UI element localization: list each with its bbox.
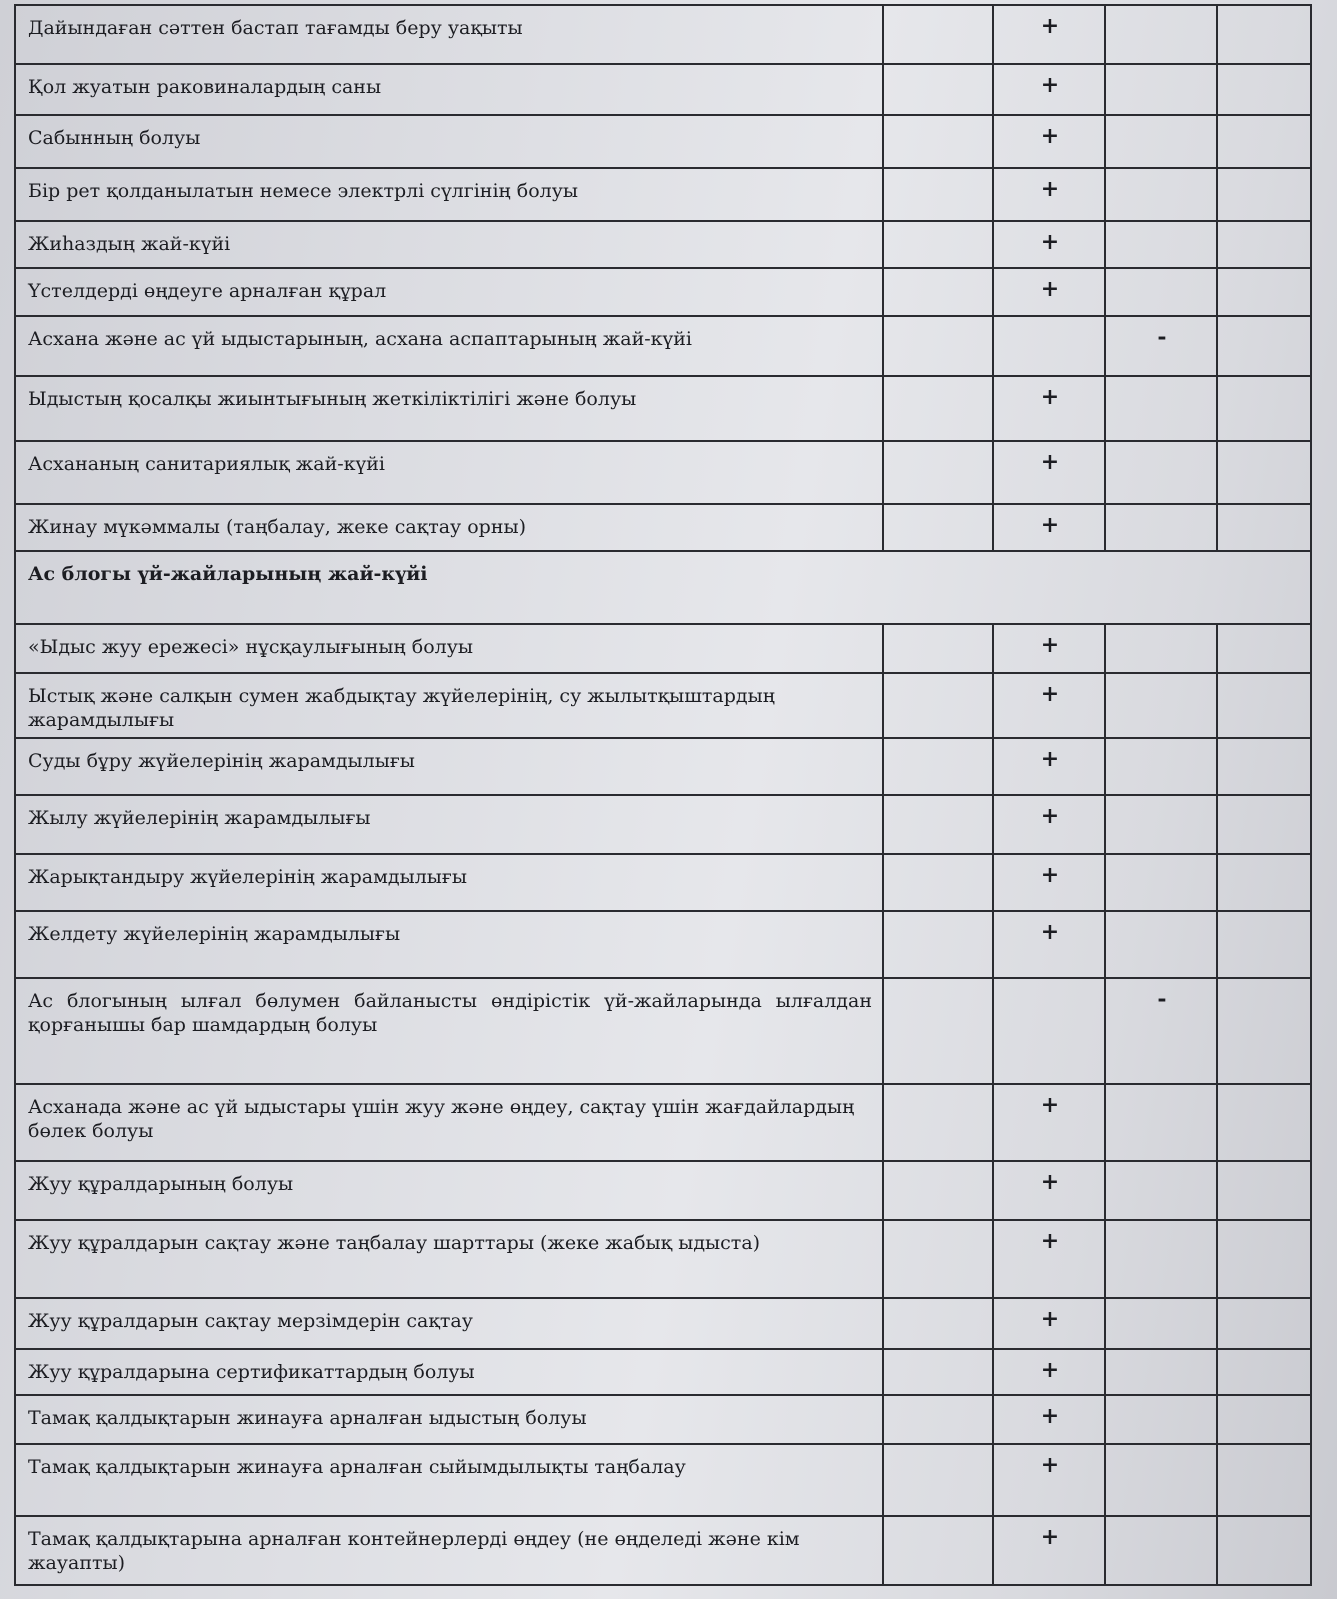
- criterion-label: Асханада және ас үй ыдыстары үшін жуу және өңдеу, сақтау үшін жағдайлардың бөлек болуы: [15, 1084, 883, 1161]
- criterion-label: Ыдыстың қосалқы жиынтығының жеткіліктілігі және болуы: [15, 376, 883, 441]
- mark-cell-c4: [1105, 1516, 1217, 1585]
- mark-cell-c4: [1105, 5, 1217, 64]
- criterion-label: Жиһаздың жай-күйі: [15, 221, 883, 268]
- mark-cell-c3: +: [993, 504, 1105, 551]
- table-row: [15, 1298, 1311, 1349]
- mark-cell-c4: [1105, 64, 1217, 115]
- criterion-label: Суды бұру жүйелерінің жарамдылығы: [15, 738, 883, 795]
- mark-cell-c5: [1217, 168, 1311, 221]
- table-row: [15, 504, 1311, 551]
- mark-cell-c4: -: [1105, 978, 1217, 1084]
- table-row: [15, 854, 1311, 911]
- criterion-label: Асхана және ас үй ыдыстарының, асхана аспаптарының жай-күйі: [15, 316, 883, 375]
- table-row: [15, 1349, 1311, 1396]
- mark-cell-c4: [1105, 1444, 1217, 1515]
- criterion-label: Жылу жүйелерінің жарамдылығы: [15, 795, 883, 854]
- mark-cell-c3: +: [993, 1084, 1105, 1161]
- table-row: [15, 795, 1311, 854]
- mark-cell-c5: [1217, 1516, 1311, 1585]
- mark-cell-c2: [883, 1220, 993, 1297]
- mark-cell-c3: +: [993, 168, 1105, 221]
- table-row: [15, 441, 1311, 504]
- mark-cell-c5: [1217, 1161, 1311, 1220]
- mark-cell-c3: +: [993, 1220, 1105, 1297]
- mark-cell-c2: [883, 978, 993, 1084]
- mark-cell-c2: [883, 115, 993, 168]
- mark-cell-c3: +: [993, 911, 1105, 978]
- mark-cell-c2: [883, 268, 993, 317]
- table-body: [15, 5, 1311, 1585]
- mark-cell-c3: +: [993, 221, 1105, 268]
- mark-cell-c3: +: [993, 738, 1105, 795]
- mark-cell-c2: [883, 316, 993, 375]
- mark-cell-c4: [1105, 738, 1217, 795]
- table-row: [15, 1161, 1311, 1220]
- mark-cell-c2: [883, 624, 993, 673]
- mark-cell-c5: [1217, 1298, 1311, 1349]
- mark-cell-c4: [1105, 221, 1217, 268]
- mark-cell-c2: [883, 911, 993, 978]
- mark-cell-c5: [1217, 316, 1311, 375]
- criterion-label: Жуу құралдарын сақтау мерзімдерін сақтау: [15, 1298, 883, 1349]
- table-row: [15, 168, 1311, 221]
- table-row: [15, 221, 1311, 268]
- mark-cell-c4: [1105, 1220, 1217, 1297]
- mark-cell-c5: [1217, 1444, 1311, 1515]
- mark-cell-c2: [883, 1516, 993, 1585]
- mark-cell-c3: [993, 978, 1105, 1084]
- mark-cell-c2: [883, 64, 993, 115]
- criterion-label: Ас блогының ылғал бөлумен байланысты өндірістік үй-жайларында ылғалдан қорғанышы бар шамдардың болуы: [15, 978, 883, 1084]
- table-row: [15, 1220, 1311, 1297]
- criterion-label: Тамақ қалдықтарына арналған контейнерлерді өңдеу (не өңделеді және кім жауапты): [15, 1516, 883, 1585]
- mark-cell-c2: [883, 738, 993, 795]
- mark-cell-c2: [883, 168, 993, 221]
- mark-cell-c5: [1217, 673, 1311, 738]
- mark-cell-c3: +: [993, 1444, 1105, 1515]
- mark-cell-c2: [883, 1084, 993, 1161]
- mark-cell-c3: +: [993, 64, 1105, 115]
- mark-cell-c4: [1105, 854, 1217, 911]
- mark-cell-c4: [1105, 911, 1217, 978]
- mark-cell-c3: +: [993, 1349, 1105, 1396]
- mark-cell-c3: +: [993, 1298, 1105, 1349]
- mark-cell-c4: [1105, 268, 1217, 317]
- mark-cell-c5: [1217, 376, 1311, 441]
- mark-cell-c3: +: [993, 376, 1105, 441]
- mark-cell-c3: +: [993, 115, 1105, 168]
- mark-cell-c3: +: [993, 1161, 1105, 1220]
- mark-cell-c3: +: [993, 441, 1105, 504]
- mark-cell-c5: [1217, 978, 1311, 1084]
- mark-cell-c2: [883, 1444, 993, 1515]
- table-row: [15, 268, 1311, 317]
- table-row: [15, 316, 1311, 375]
- mark-cell-c3: +: [993, 1395, 1105, 1444]
- criterion-label: Жуу құралдарының болуы: [15, 1161, 883, 1220]
- mark-cell-c3: +: [993, 268, 1105, 317]
- mark-cell-c2: [883, 441, 993, 504]
- mark-cell-c5: [1217, 1395, 1311, 1444]
- criterion-label: Бір рет қолданылатын немесе электрлі сүлгінің болуы: [15, 168, 883, 221]
- criterion-label: Тамақ қалдықтарын жинауға арналған сыйымдылықты таңбалау: [15, 1444, 883, 1515]
- mark-cell-c5: [1217, 221, 1311, 268]
- criterion-label: Жуу құралдарына сертификаттардың болуы: [15, 1349, 883, 1396]
- mark-cell-c2: [883, 504, 993, 551]
- table-row: [15, 624, 1311, 673]
- mark-cell-c2: [883, 854, 993, 911]
- mark-cell-c4: [1105, 168, 1217, 221]
- criterion-label: Қол жуатын раковиналардың саны: [15, 64, 883, 115]
- criterion-label: Сабынның болуы: [15, 115, 883, 168]
- section-row: [15, 551, 1311, 624]
- criterion-label: Ыстық және салқын сумен жабдықтау жүйелерінің, су жылытқыштардың жарамдылығы: [15, 673, 883, 738]
- table-row: [15, 1395, 1311, 1444]
- mark-cell-c4: [1105, 441, 1217, 504]
- table-row: [15, 115, 1311, 168]
- criterion-label: Желдету жүйелерінің жарамдылығы: [15, 911, 883, 978]
- mark-cell-c4: [1105, 1161, 1217, 1220]
- mark-cell-c5: [1217, 854, 1311, 911]
- table-row: [15, 911, 1311, 978]
- mark-cell-c5: [1217, 795, 1311, 854]
- inspection-table: [14, 4, 1312, 1586]
- mark-cell-c5: [1217, 911, 1311, 978]
- criterion-label: Үстелдерді өңдеуге арналған құрал: [15, 268, 883, 317]
- criterion-label: «Ыдыс жуу ережесі» нұсқаулығының болуы: [15, 624, 883, 673]
- mark-cell-c5: [1217, 441, 1311, 504]
- mark-cell-c2: [883, 376, 993, 441]
- mark-cell-c5: [1217, 1349, 1311, 1396]
- mark-cell-c3: +: [993, 1516, 1105, 1585]
- mark-cell-c2: [883, 1298, 993, 1349]
- section-heading: Ас блогы үй-жайларының жай-күйі: [15, 551, 1311, 624]
- mark-cell-c4: -: [1105, 316, 1217, 375]
- mark-cell-c5: [1217, 738, 1311, 795]
- mark-cell-c2: [883, 1395, 993, 1444]
- mark-cell-c4: [1105, 504, 1217, 551]
- table-row: [15, 673, 1311, 738]
- mark-cell-c4: [1105, 376, 1217, 441]
- table-row: [15, 738, 1311, 795]
- mark-cell-c5: [1217, 1220, 1311, 1297]
- mark-cell-c4: [1105, 1395, 1217, 1444]
- mark-cell-c4: [1105, 115, 1217, 168]
- mark-cell-c4: [1105, 624, 1217, 673]
- checklist-sheet: [14, 4, 1310, 1586]
- criterion-label: Дайындаған сәттен бастап тағамды беру уақыты: [15, 5, 883, 64]
- table-row: [15, 1516, 1311, 1585]
- mark-cell-c3: +: [993, 624, 1105, 673]
- criterion-label: Жинау мүкәммалы (таңбалау, жеке сақтау орны): [15, 504, 883, 551]
- mark-cell-c2: [883, 673, 993, 738]
- mark-cell-c3: [993, 316, 1105, 375]
- mark-cell-c5: [1217, 64, 1311, 115]
- table-row: [15, 978, 1311, 1084]
- table-row: [15, 64, 1311, 115]
- mark-cell-c4: [1105, 673, 1217, 738]
- mark-cell-c4: [1105, 1349, 1217, 1396]
- mark-cell-c2: [883, 1161, 993, 1220]
- mark-cell-c2: [883, 5, 993, 64]
- mark-cell-c3: +: [993, 5, 1105, 64]
- criterion-label: Тамақ қалдықтарын жинауға арналған ыдыстың болуы: [15, 1395, 883, 1444]
- mark-cell-c5: [1217, 1084, 1311, 1161]
- table-row: [15, 1444, 1311, 1515]
- mark-cell-c4: [1105, 1298, 1217, 1349]
- mark-cell-c4: [1105, 1084, 1217, 1161]
- mark-cell-c5: [1217, 5, 1311, 64]
- mark-cell-c5: [1217, 624, 1311, 673]
- mark-cell-c4: [1105, 795, 1217, 854]
- table-row: [15, 5, 1311, 64]
- table-row: [15, 1084, 1311, 1161]
- mark-cell-c3: +: [993, 673, 1105, 738]
- mark-cell-c5: [1217, 268, 1311, 317]
- criterion-label: Жуу құралдарын сақтау және таңбалау шарттары (жеке жабық ыдыста): [15, 1220, 883, 1297]
- criterion-label: Жарықтандыру жүйелерінің жарамдылығы: [15, 854, 883, 911]
- table-row: [15, 376, 1311, 441]
- mark-cell-c3: +: [993, 854, 1105, 911]
- mark-cell-c3: +: [993, 795, 1105, 854]
- criterion-label: Асхананың санитариялық жай-күйі: [15, 441, 883, 504]
- mark-cell-c2: [883, 795, 993, 854]
- mark-cell-c2: [883, 1349, 993, 1396]
- mark-cell-c5: [1217, 115, 1311, 168]
- mark-cell-c5: [1217, 504, 1311, 551]
- mark-cell-c2: [883, 221, 993, 268]
